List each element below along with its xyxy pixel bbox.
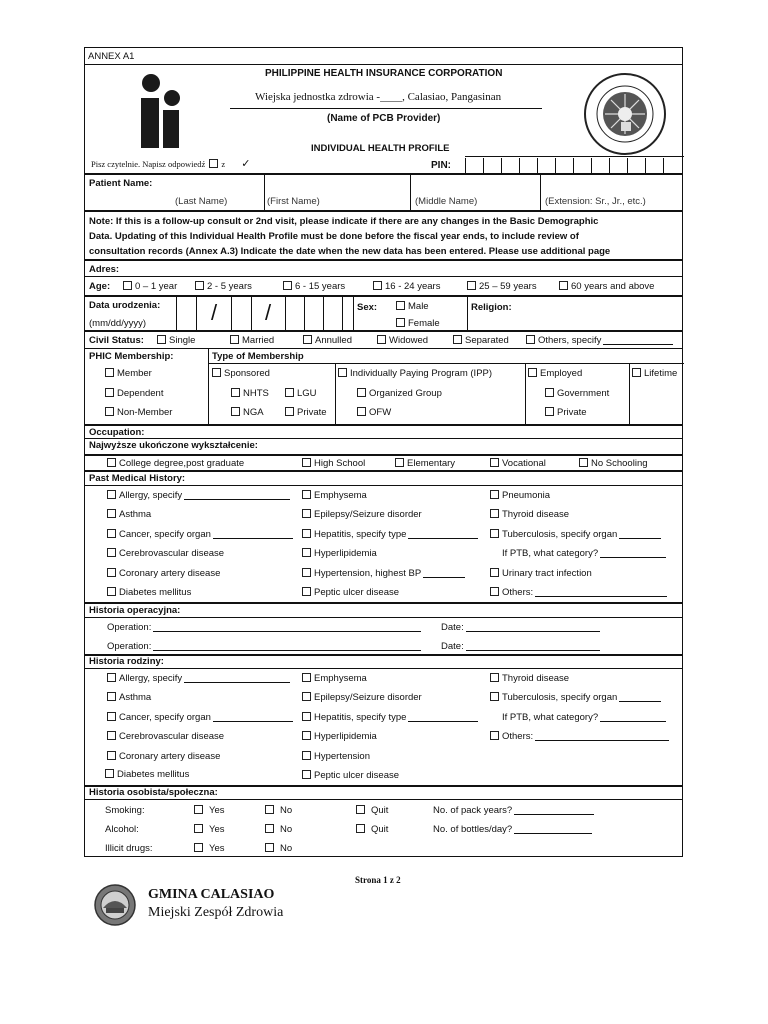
age-option[interactable]: 2 - 5 years (195, 281, 252, 292)
health-profile-form (84, 47, 683, 857)
membership-type-label: Type of Membership (212, 351, 304, 362)
smoking-label: Smoking: (105, 805, 145, 816)
past-history-item[interactable]: Peptic ulcer disease (302, 587, 399, 598)
past-history-item[interactable]: Cancer, specify organ (107, 529, 293, 540)
past-history-item[interactable]: Coronary artery disease (107, 568, 220, 579)
organized-group-option[interactable]: Organized Group (357, 388, 442, 399)
smoking-quit[interactable]: Quit (356, 805, 388, 816)
health-team-name: Miejski Zespół Zdrowia (148, 905, 284, 920)
dependent-option[interactable]: Dependent (105, 388, 163, 399)
age-option[interactable]: 25 – 59 years (467, 281, 537, 292)
operation-date-field[interactable]: Date: (441, 641, 600, 652)
org-title: PHILIPPINE HEALTH INSURANCE CORPORATION (265, 68, 503, 79)
occupation-label: Occupation: (89, 427, 145, 438)
nhts-option[interactable]: NHTS (231, 388, 269, 399)
religion-label: Religion: (471, 302, 512, 313)
operation-date-field[interactable]: Date: (441, 622, 600, 633)
family-history-item[interactable]: Epilepsy/Seizure disorder (302, 692, 422, 703)
ofw-option[interactable]: OFW (357, 407, 391, 418)
instruction-checkbox[interactable] (209, 159, 218, 168)
sex-female-option[interactable]: Female (396, 318, 440, 329)
form-title: INDIVIDUAL HEALTH PROFILE (311, 143, 450, 154)
family-history-item[interactable]: Thyroid disease (490, 673, 569, 684)
civil-option[interactable]: Others, specify (526, 335, 673, 346)
pin-box[interactable] (519, 158, 537, 174)
family-history-item[interactable]: Hypertension (302, 751, 370, 762)
unit-name: Wiejska jednostka zdrowia -____, Calasiao, Pangasinan (255, 91, 502, 103)
philhealth-seal-icon (583, 72, 667, 156)
membership-label: PHIC Membership: (89, 351, 174, 362)
alcohol-no[interactable]: No (265, 824, 292, 835)
philhealth-logo-icon (135, 72, 185, 148)
past-history-item[interactable]: Asthma (107, 509, 151, 520)
private-option[interactable]: Private (285, 407, 327, 418)
past-history-item[interactable]: Allergy, specify (107, 490, 290, 501)
pin-box[interactable] (483, 158, 501, 174)
family-history-item[interactable]: Cancer, specify organ (107, 712, 293, 723)
age-option[interactable]: 0 – 1 year (123, 281, 177, 292)
civil-option[interactable]: Separated (453, 335, 509, 346)
extension-caption: (Extension: Sr., Jr., etc.) (545, 196, 646, 207)
page-number: Strona 1 z 2 (355, 875, 401, 885)
sex-male-option[interactable]: Male (396, 301, 429, 312)
civil-option[interactable]: Widowed (377, 335, 428, 346)
family-history-item[interactable]: Cerebrovascular disease (107, 731, 224, 742)
family-history-item[interactable]: Asthma (107, 692, 151, 703)
sex-label: Sex: (357, 302, 378, 313)
alcohol-quit[interactable]: Quit (356, 824, 388, 835)
checkmark-icon: ✓ (241, 158, 251, 170)
dob-format: (mm/dd/yyyy) (89, 318, 146, 329)
drugs-yes[interactable]: Yes (194, 843, 225, 854)
family-history-item[interactable]: Others: (490, 731, 669, 742)
past-history-item[interactable]: Hypertension, highest BP (302, 568, 465, 579)
family-history-label: Historia rodziny: (89, 656, 164, 667)
note-block (89, 214, 610, 259)
education-option[interactable]: Vocational (490, 458, 546, 469)
note-line-2: Data. Updating of this Individual Health Profile must be done before the fiscal year ends, to include review of (89, 231, 579, 242)
instruction-mark: z (221, 159, 226, 169)
education-option[interactable]: No Schooling (579, 458, 648, 469)
past-history-item[interactable]: Diabetes mellitus (107, 587, 191, 598)
family-history-item[interactable]: If PTB, what category? (502, 712, 666, 723)
age-option[interactable]: 6 - 15 years (283, 281, 345, 292)
past-history-item[interactable]: Others: (490, 587, 667, 598)
pin-box[interactable] (645, 158, 663, 174)
drugs-label: Illicit drugs: (105, 843, 153, 854)
family-history-item[interactable]: Tuberculosis, specify organ (490, 692, 661, 703)
gmina-name: GMINA CALASIAO (148, 887, 275, 902)
note-line-1: Note: If this is a follow-up consult or 2nd visit, please indicate if there are any changes in the Basic Demographic (89, 216, 599, 227)
provider-caption: (Name of PCB Provider) (327, 113, 441, 124)
family-history-item[interactable]: Emphysema (302, 673, 367, 684)
education-option[interactable]: High School (302, 458, 365, 469)
alcohol-label: Alcohol: (105, 824, 139, 835)
past-history-item[interactable]: Cerebrovascular disease (107, 548, 224, 559)
smoking-yes[interactable]: Yes (194, 805, 225, 816)
past-history-item[interactable]: Tuberculosis, specify organ (490, 529, 661, 540)
dob-label: Data urodzenia: (89, 300, 161, 311)
note-line-3: consultation records (Annex A.3) Indicate the date when the new data has been entered. Please use additional page (89, 246, 611, 257)
lifetime-option[interactable]: Lifetime (632, 368, 677, 379)
nga-option[interactable]: NGA (231, 407, 264, 418)
personal-history-label: Historia osobista/społeczna: (89, 787, 218, 798)
ipp-option[interactable]: Individually Paying Program (IPP) (338, 368, 492, 379)
education-option[interactable]: College degree,post graduate (107, 458, 244, 469)
age-option[interactable]: 60 years and above (559, 281, 654, 292)
civil-option[interactable]: Married (230, 335, 274, 346)
non-member-option[interactable]: Non-Member (105, 407, 172, 418)
past-history-item[interactable]: Epilepsy/Seizure disorder (302, 509, 422, 520)
pack-years-field[interactable]: No. of pack years? (433, 805, 594, 816)
family-history-item[interactable]: Coronary artery disease (107, 751, 220, 762)
past-history-label: Past Medical History: (89, 473, 186, 484)
instruction-text: Pisz czytelnie. Napisz odpowiedź (91, 159, 206, 169)
smoking-no[interactable]: No (265, 805, 292, 816)
past-history-item[interactable]: Emphysema (302, 490, 367, 501)
bottles-per-day-field[interactable]: No. of bottles/day? (433, 824, 592, 835)
age-option[interactable]: 16 - 24 years (373, 281, 440, 292)
pin-label: PIN: (431, 160, 451, 171)
surgical-history-label: Historia operacyjna: (89, 605, 181, 616)
family-history-item[interactable]: Hyperlipidemia (302, 731, 377, 742)
pin-box[interactable] (573, 158, 591, 174)
pin-box[interactable] (627, 158, 645, 174)
sponsored-option[interactable]: Sponsored (212, 368, 270, 379)
last-name-caption: (Last Name) (175, 196, 228, 207)
family-history-item[interactable]: Allergy, specify (107, 673, 290, 684)
pin-box[interactable] (501, 158, 519, 174)
annex-label: ANNEX A1 (88, 51, 135, 62)
member-option[interactable]: Member (105, 368, 152, 379)
first-name-caption: (First Name) (267, 196, 320, 207)
pin-box[interactable] (465, 158, 483, 174)
operation-field[interactable]: Operation: (107, 622, 421, 633)
past-history-item[interactable]: Urinary tract infection (490, 568, 592, 579)
operation-field[interactable]: Operation: (107, 641, 421, 652)
past-history-item[interactable]: Pneumonia (490, 490, 550, 501)
family-history-item[interactable]: Diabetes mellitus (105, 769, 189, 780)
education-option[interactable]: Elementary (395, 458, 455, 469)
civil-option[interactable]: Single (157, 335, 195, 346)
past-history-item[interactable]: Thyroid disease (490, 509, 569, 520)
age-label: Age: (89, 281, 111, 292)
pin-box[interactable] (591, 158, 609, 174)
past-history-item[interactable]: If PTB, what category? (502, 548, 666, 559)
past-history-item[interactable]: Hepatitis, specify type (302, 529, 478, 540)
patient-name-label: Patient Name: (89, 178, 153, 189)
address-label: Adres: (89, 264, 120, 275)
pin-box[interactable] (609, 158, 627, 174)
pin-box[interactable] (663, 158, 681, 174)
lgu-option[interactable]: LGU (285, 388, 317, 399)
dob-slash: / (265, 300, 272, 325)
family-history-item[interactable]: Hepatitis, specify type (302, 712, 478, 723)
dob-slash: / (211, 300, 218, 325)
pin-box[interactable] (537, 158, 555, 174)
alcohol-yes[interactable]: Yes (194, 824, 225, 835)
pin-box[interactable] (555, 158, 573, 174)
drugs-no[interactable]: No (265, 843, 292, 854)
civil-option[interactable]: Annulled (303, 335, 352, 346)
middle-name-caption: (Middle Name) (415, 196, 478, 207)
municipal-seal-icon (94, 884, 136, 926)
past-history-item[interactable]: Hyperlipidemia (302, 548, 377, 559)
private-employed-option[interactable]: Private (545, 407, 587, 418)
civil-status-label: Civil Status: (89, 335, 144, 346)
education-label: Najwyższe ukończone wykształcenie: (89, 440, 258, 451)
family-history-item[interactable]: Peptic ulcer disease (302, 770, 399, 781)
employed-option[interactable]: Employed (528, 368, 582, 379)
government-option[interactable]: Government (545, 388, 609, 399)
